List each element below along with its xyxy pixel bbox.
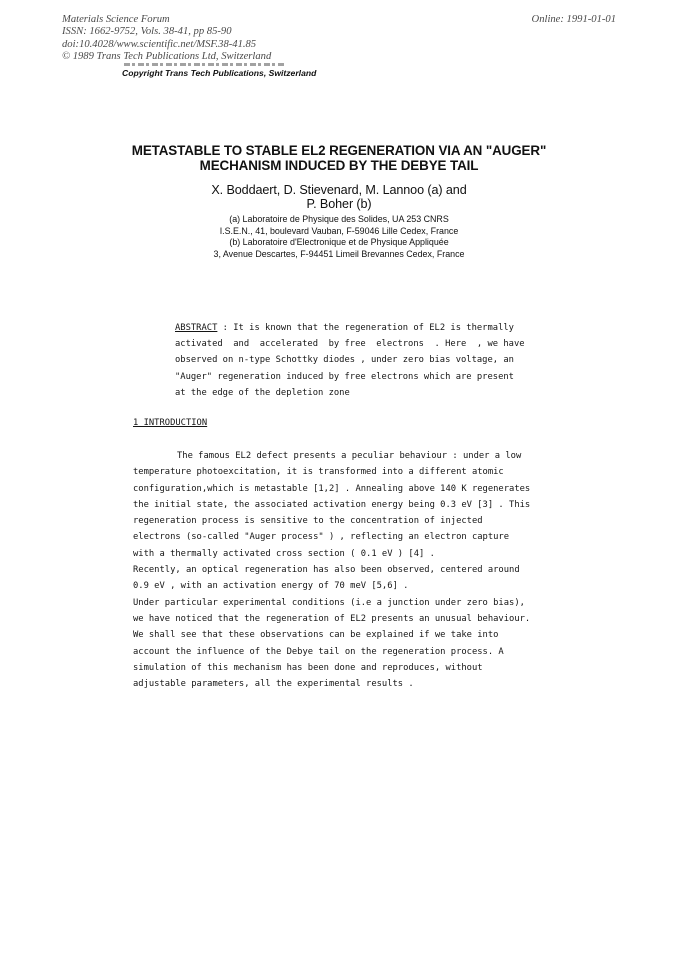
publication-metadata: [62, 14, 271, 64]
body-line: simulation of this mechanism has been done and reproduces, without: [133, 662, 483, 673]
body-line: adjustable parameters, all the experimental results .: [133, 679, 414, 690]
authors-line-1: X. Boddaert, D. Stievenard, M. Lannoo (a) and: [211, 183, 467, 197]
online-date: Online: 1991-01-01: [531, 14, 616, 25]
abstract-line: [175, 320, 525, 336]
abstract-line: at the edge of the depletion zone: [175, 387, 350, 398]
issn-line: ISSN: 1662-9752, Vols. 38-41, pp 85-90: [62, 26, 232, 38]
body-line: electrons (so-called "Auger process" ) , reflecting an electron capture: [133, 532, 510, 543]
abstract-line-1-text: : It is known that the regeneration of EL2 is thermally: [217, 323, 514, 333]
title-line-1: METASTABLE TO STABLE EL2 REGENERATION VIA AN "AUGER": [131, 143, 547, 158]
affiliation-b-address: 3, Avenue Descartes, F-94451 Limeil Brevannes Cedex, France: [213, 248, 465, 259]
copyright-notice: Copyright Trans Tech Publications, Switzerland: [122, 68, 317, 78]
body-line: the initial state, the associated activation energy being 0.3 eV [3] . This: [133, 499, 531, 510]
affiliation-a-lab: (a) Laboratoire de Physique des Solides, UA 253 CNRS: [229, 214, 449, 224]
journal-name: Materials Science Forum: [62, 14, 170, 25]
publisher-copyright: © 1989 Trans Tech Publications Ltd, Switzerland: [62, 51, 272, 63]
body-line: temperature photoexcitation, it is transformed into a different atomic: [133, 467, 504, 478]
body-line: We shall see that these observations can be explained if we take into: [133, 630, 499, 641]
body-line: with a thermally activated cross section ( 0.1 eV ) [4] .: [133, 548, 435, 559]
section-heading-introduction: 1 INTRODUCTION: [133, 418, 208, 428]
body-line: regeneration process is sensitive to the concentration of injected: [133, 516, 483, 527]
authors-line-2: P. Boher (b): [306, 197, 372, 211]
body-line: 0.9 eV , with an activation energy of 70 meV [5,6] .: [133, 581, 409, 592]
title-line-2: MECHANISM INDUCED BY THE DEBYE TAIL: [199, 158, 479, 173]
body-line: The famous EL2 defect presents a peculiar behaviour : under a low: [177, 451, 522, 461]
doi-line[interactable]: doi:10.4028/www.scientific.net/MSF.38-41.85: [62, 38, 257, 50]
abstract: [175, 320, 525, 401]
abstract-line: activated and accelerated by free electrons . Here , we have: [175, 339, 525, 350]
body-line: we have noticed that the regeneration of EL2 presents an unusual behaviour.: [133, 613, 531, 624]
affiliations: [0, 214, 678, 260]
body-line: Recently, an optical regeneration has also been observed, centered around: [133, 565, 520, 576]
introduction-body: [133, 448, 547, 692]
paper-title: [0, 143, 678, 173]
faded-header-line: [124, 63, 286, 66]
body-line: Under particular experimental conditions (i.e a junction under zero bias),: [133, 597, 525, 608]
author-list: [0, 183, 678, 211]
body-line: configuration,which is metastable [1,2] . Annealing above 140 K regenerates: [133, 483, 531, 494]
abstract-line: observed on n-type Schottky diodes , under zero bias voltage, an: [175, 355, 514, 366]
abstract-line: "Auger" regeneration induced by free electrons which are present: [175, 371, 514, 382]
body-line: account the influence of the Debye tail on the regeneration process. A: [133, 646, 504, 657]
abstract-label: ABSTRACT: [175, 323, 218, 333]
affiliation-b-lab: (b) Laboratoire d'Electronique et de Physique Appliquée: [229, 237, 449, 248]
affiliation-a-address: I.S.E.N., 41, boulevard Vauban, F-59046 Lille Cedex, France: [219, 225, 459, 236]
